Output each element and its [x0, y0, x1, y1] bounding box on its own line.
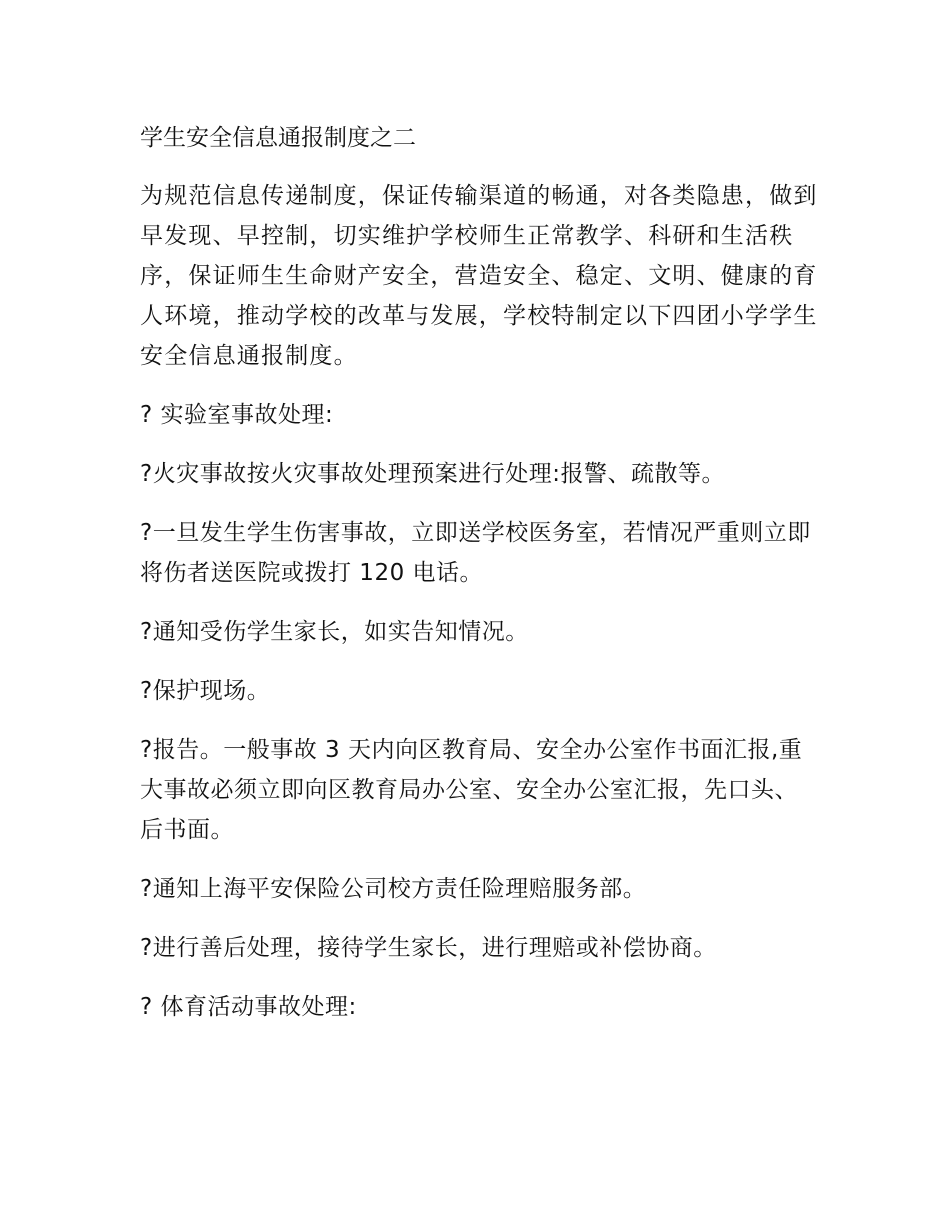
list-item-protect-scene: ?保护现场。: [140, 678, 271, 704]
list-item-notify-parents: ?通知受伤学生家长，如实告知情况。: [140, 619, 529, 645]
list-item-report: ?报告。一般事故 3 天内向区教育局、安全办公室作书面汇报,重大事故必须立即向区教育局办公室、安全办公室汇报，先口头、后书面。: [140, 737, 803, 843]
list-item-fire-accident: ?火灾事故按火灾事故处理预案进行处理:报警、疏散等。: [140, 461, 725, 487]
section-heading-sports-accident: ? 体育活动事故处理:: [140, 994, 357, 1020]
document-body: [140, 118, 820, 1046]
list-item-injury-accident: ?一旦发生学生伤害事故，立即送学校医务室，若情况严重则立即将伤者送医院或拨打 120 电话。: [140, 520, 811, 586]
list-item-notify-insurance: ?通知上海平安保险公司校方责任险理赔服务部。: [140, 876, 647, 902]
section-heading-lab-accident: ? 实验室事故处理:: [140, 402, 334, 428]
list-item-aftermath: ?进行善后处理，接待学生家长，进行理赔或补偿协商。: [140, 935, 717, 961]
document-title: 学生安全信息通报制度之二: [140, 125, 416, 151]
intro-paragraph: 为规范信息传递制度，保证传输渠道的畅通，对各类隐患，做到早发现、早控制，切实维护学校师生正常教学、科研和生活秩序，保证师生生命财产安全，营造安全、稳定、文明、健康的育人环境，推动学校的改革与发展，学校特制定以下四团小学学生安全信息通报制度。: [140, 183, 818, 369]
